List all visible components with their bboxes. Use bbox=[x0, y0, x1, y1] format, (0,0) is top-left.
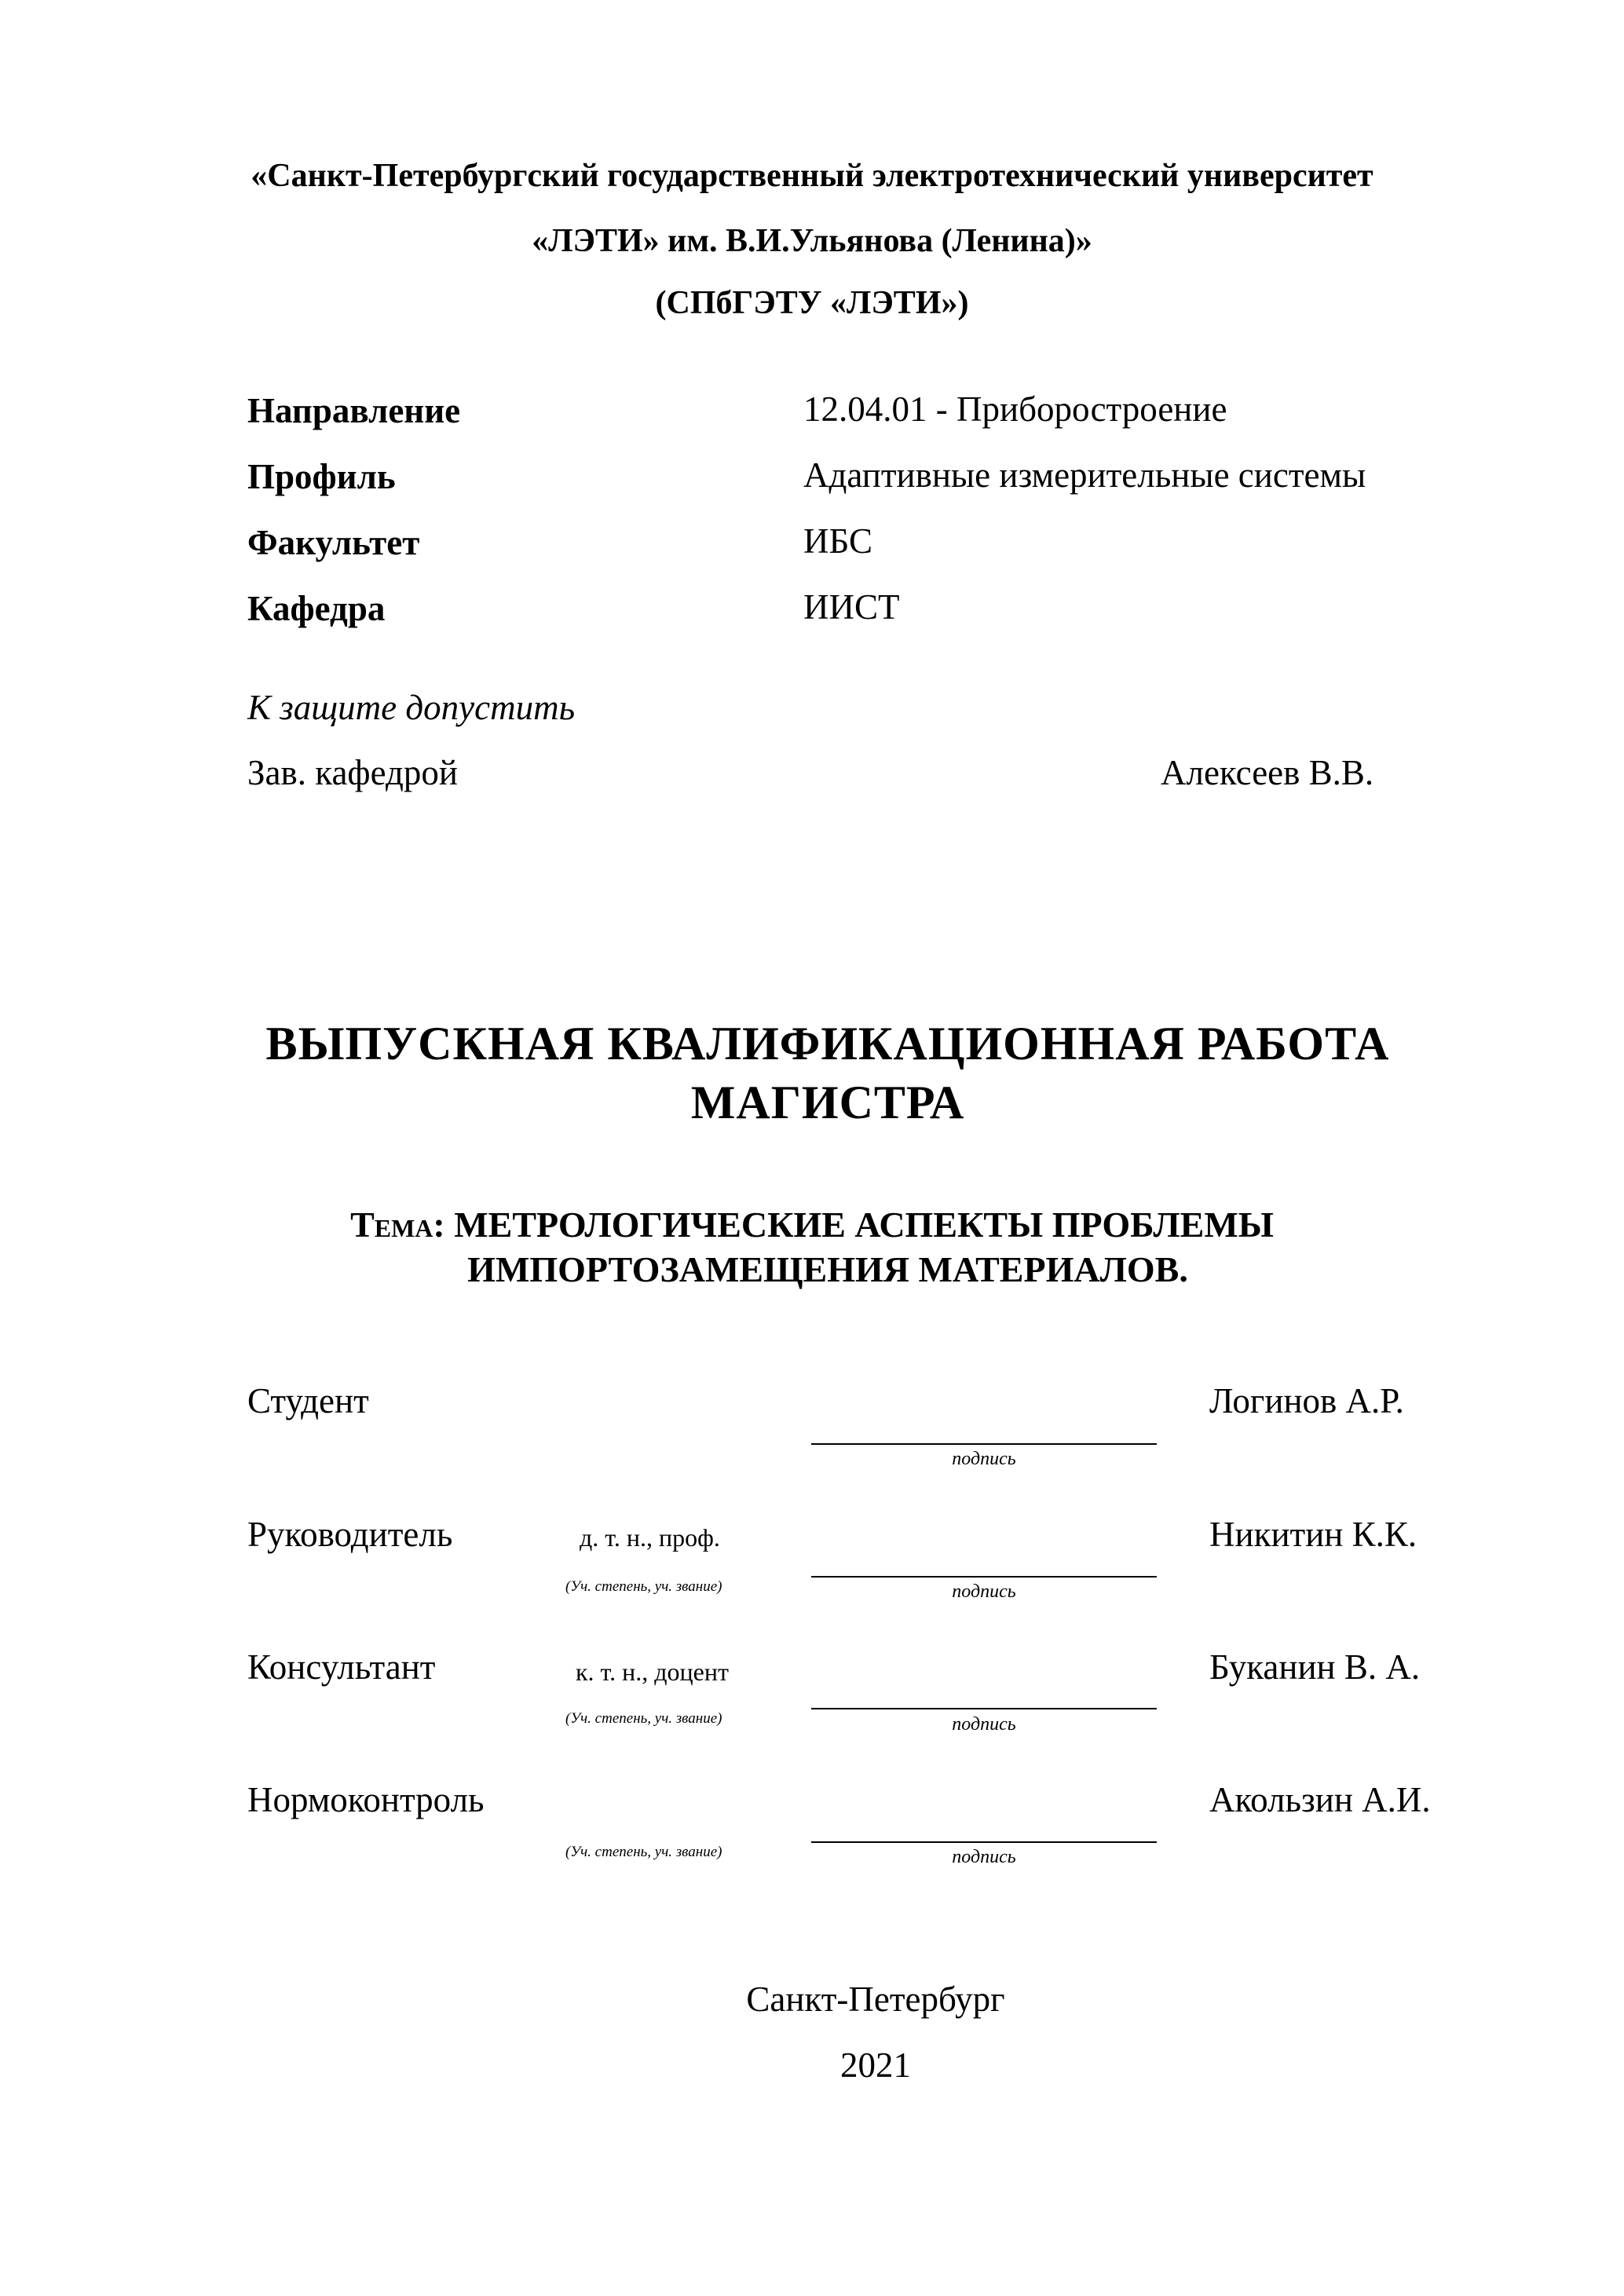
faculty-value: ИБС bbox=[803, 521, 873, 561]
supervisor-rank-hint: (Уч. степень, уч. звание) bbox=[565, 1578, 722, 1595]
student-role: Студент bbox=[247, 1381, 369, 1420]
thesis-title-line2: МАГИСТРА bbox=[690, 1077, 965, 1128]
year: 2021 bbox=[840, 2046, 911, 2085]
theme-line1 bbox=[0, 1204, 1624, 1245]
university-name-line1: «Санкт-Петербургский государственный электротехнический университет bbox=[251, 158, 1373, 194]
university-name-line2: «ЛЭТИ» им. В.И.Ульянова (Ленина)» bbox=[532, 223, 1092, 259]
norm-control-signature-hint: подпись bbox=[952, 1847, 1016, 1867]
profile-label: Профиль bbox=[247, 457, 396, 496]
norm-control-rank-hint: (Уч. степень, уч. звание) bbox=[565, 1844, 722, 1860]
university-abbreviation: (СПбГЭТУ «ЛЭТИ») bbox=[655, 285, 969, 321]
head-of-department-role: Зав. кафедрой bbox=[247, 753, 458, 792]
supervisor-signature-hint: подпись bbox=[952, 1581, 1016, 1602]
consultant-rank: к. т. н., доцент bbox=[576, 1658, 729, 1686]
city: Санкт-Петербург bbox=[746, 1980, 1005, 2019]
consultant-name: Буканин В. А. bbox=[1209, 1647, 1421, 1687]
student-signature-line bbox=[811, 1443, 1157, 1445]
norm-control-name: Акользин А.И. bbox=[1209, 1780, 1431, 1819]
consultant-rank-hint: (Уч. степень, уч. звание) bbox=[565, 1710, 722, 1727]
supervisor-name: Никитин К.К. bbox=[1209, 1515, 1417, 1554]
department-label: Кафедра bbox=[247, 589, 386, 628]
faculty-label: Факультет bbox=[247, 523, 420, 562]
head-of-department-name: Алексеев В.В. bbox=[1161, 753, 1374, 792]
theme-text-line1: МЕТРОЛОГИЧЕСКИЕ АСПЕКТЫ ПРОБЛЕМЫ bbox=[454, 1205, 1274, 1245]
supervisor-rank: д. т. н., проф. bbox=[580, 1523, 720, 1552]
supervisor-signature-line bbox=[811, 1576, 1157, 1578]
thesis-title-line1: ВЫПУСКНАЯ КВАЛИФИКАЦИОННАЯ РАБОТА bbox=[265, 1018, 1390, 1069]
theme-colon: : bbox=[433, 1205, 445, 1245]
consultant-role: Консультант bbox=[247, 1647, 436, 1687]
direction-value: 12.04.01 - Приборостроение bbox=[803, 389, 1227, 429]
department-value: ИИСТ bbox=[803, 587, 900, 627]
theme-prefix: Тема bbox=[350, 1205, 433, 1245]
theme-line2: ИМПОРТОЗАМЕЩЕНИЯ МАТЕРИАЛОВ. bbox=[467, 1249, 1188, 1289]
supervisor-role: Руководитель bbox=[247, 1515, 453, 1554]
profile-value: Адаптивные измерительные системы bbox=[803, 455, 1366, 495]
consultant-signature-hint: подпись bbox=[952, 1714, 1016, 1735]
norm-control-role: Нормоконтроль bbox=[247, 1780, 485, 1819]
student-name: Логинов А.Р. bbox=[1209, 1381, 1404, 1420]
consultant-signature-line bbox=[811, 1708, 1157, 1709]
direction-label: Направление bbox=[247, 391, 461, 430]
student-signature-hint: подпись bbox=[952, 1449, 1016, 1469]
norm-control-signature-line bbox=[811, 1841, 1157, 1843]
admission-caption: К защите допустить bbox=[247, 688, 576, 727]
